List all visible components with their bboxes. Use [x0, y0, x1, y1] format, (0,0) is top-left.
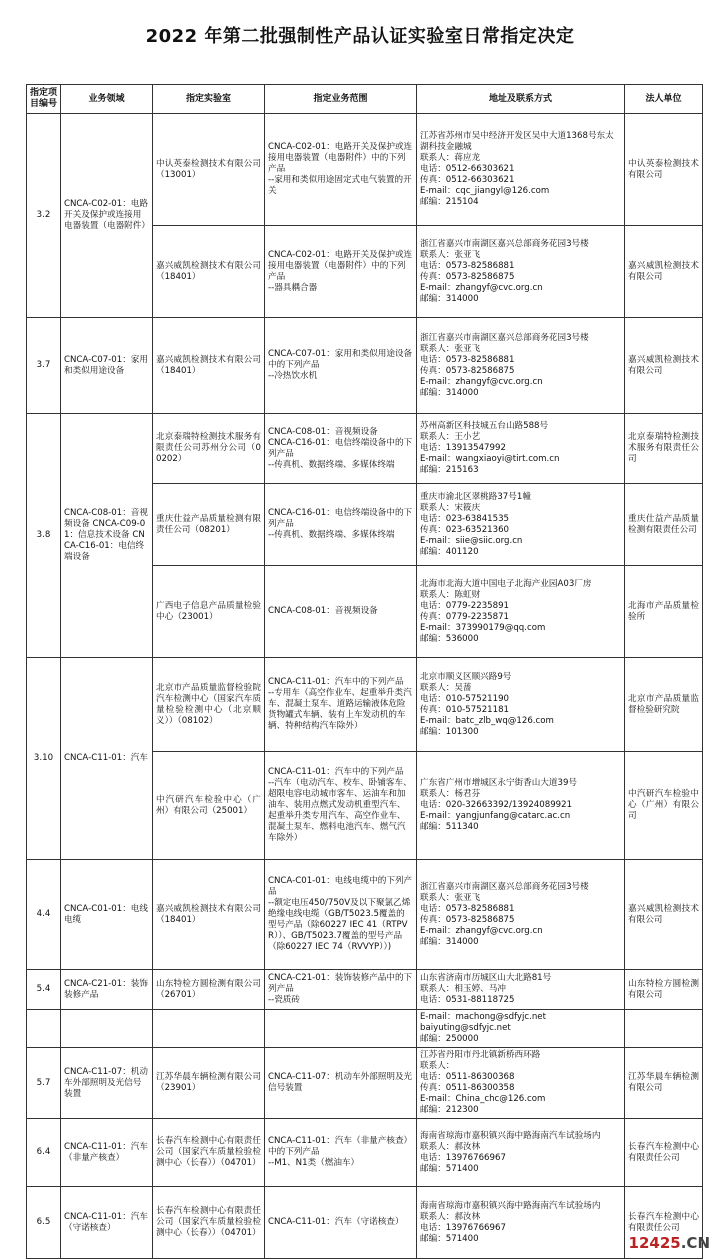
- address-line: 联系人：张亚飞: [420, 249, 481, 260]
- scope-line: --冷热饮水机: [268, 371, 318, 381]
- scope-cell: [265, 752, 417, 860]
- scope-cell: [265, 318, 417, 414]
- address-line: 联系人：陈虹财: [420, 589, 481, 600]
- lab-cell: 山东特检方圆检测有限公司（26701）: [153, 970, 265, 1010]
- address-line: 传真：0573-82586875: [420, 365, 515, 376]
- business-domain-cell: CNCA-C07-01：家用和类似用途设备: [61, 318, 153, 414]
- scope-line: --汽车（电动汽车、校车、卧铺客车、超限电容电动城市客车、运油车和加油车、装用点燃式发动机重型汽车、起重举升类专用汽车、高空作业车、混凝土泵车、燃料电池汽车、燃气汽车除外）: [268, 778, 412, 843]
- address-line: E-mail：373990179@qq.com: [420, 622, 546, 633]
- scope-line: --传真机、数据终端、多媒体终端: [268, 459, 395, 470]
- address-line: 邮编：571400: [420, 1163, 479, 1174]
- table-row: [27, 114, 703, 226]
- address-line: E-mail：machong@sdfyjc.net: [420, 1012, 546, 1022]
- scope-line: CNCA-C11-07：机动车外部照明及光信号装置: [268, 1072, 413, 1093]
- table-row: [27, 1119, 703, 1187]
- address-line: 广东省广州市增城区永宁街香山大道39号: [420, 778, 578, 788]
- address-cell: [417, 414, 625, 484]
- address-cell: [417, 860, 625, 970]
- address-line: 联系人：张亚飞: [420, 892, 481, 903]
- address-line: E-mail：cqc_jiangyl@126.com: [420, 186, 550, 196]
- address-line: 北京市顺义区顺兴路9号: [420, 671, 512, 682]
- scope-line: CNCA-C11-01：汽车（非量产核查）中的下列产品: [268, 1136, 413, 1157]
- address-cell: [417, 226, 625, 318]
- address-line: 邮编：250000: [420, 1034, 479, 1044]
- lab-cell: 嘉兴威凯检测技术有限公司（18401）: [153, 318, 265, 414]
- scope-line: --器具耦合器: [268, 282, 318, 293]
- scope-cell: [265, 860, 417, 970]
- legal-entity-cell: [625, 1010, 703, 1048]
- address-line: 邮编：571400: [420, 1233, 479, 1244]
- scope-cell: [265, 970, 417, 1010]
- legal-entity-cell: 北京泰瑞特检测技术服务有限责任公司: [625, 414, 703, 484]
- address-line: 海南省琼海市嘉积镇兴海中路海南汽车试验场内: [420, 1200, 601, 1211]
- header-lab: 指定实验室: [153, 85, 265, 114]
- scope-cell: [265, 226, 417, 318]
- scope-cell: [265, 658, 417, 752]
- lab-cell: 嘉兴威凯检测技术有限公司（18401）: [153, 226, 265, 318]
- address-cell: [417, 1119, 625, 1187]
- address-cell: [417, 970, 625, 1010]
- address-line: E-mail：wangxiaoyi@tirt.com.cn: [420, 454, 560, 464]
- address-line: 电话：010-57521190: [420, 693, 510, 704]
- item-number-cell: 4.4: [27, 860, 61, 970]
- site-watermark: 12425.CN: [628, 1234, 710, 1252]
- address-cell: [417, 658, 625, 752]
- address-line: 浙江省嘉兴市南湖区嘉兴总部商务花园3号楼: [420, 238, 589, 249]
- scope-line: CNCA-C02-01：电路开关及保护或连接用电器装置（电器附件）中的下列产品: [268, 142, 413, 174]
- address-line: 电话：023-63841535: [420, 513, 510, 524]
- scope-line: CNCA-C16-01：电信终端设备中的下列产品: [268, 437, 413, 459]
- lab-cell: 广西电子信息产品质量检验中心（23001）: [153, 566, 265, 658]
- address-line: 邮编：401120: [420, 546, 479, 557]
- address-cell: [417, 318, 625, 414]
- address-line: 邮编：314000: [420, 936, 479, 947]
- address-line: E-mail：batc_zlb_wq@126.com: [420, 715, 554, 726]
- lab-cell: 北京泰瑞特检测技术服务有限责任公司苏州分公司（00202）: [153, 414, 265, 484]
- scope-line: CNCA-C08-01：音视频设备: [268, 426, 378, 437]
- scope-cell: [265, 566, 417, 658]
- address-line: 传真：0511-86300358: [420, 1083, 515, 1093]
- lab-cell: 重庆仕益产品质量检测有限责任公司（08201）: [153, 484, 265, 566]
- address-line: 传真：010-57521181: [420, 704, 510, 715]
- address-cell: [417, 566, 625, 658]
- lab-cell: 中认英泰检测技术有限公司（13001）: [153, 114, 265, 226]
- scope-line: CNCA-C02-01：电路开关及保护或连接用电器装置（电器附件）中的下列产品: [268, 249, 413, 282]
- business-domain-cell: CNCA-C11-07：机动车外部照明及光信号装置: [61, 1048, 153, 1119]
- lab-cell: 长春汽车检测中心有限责任公司（国家汽车质量检验检测中心（长春））（04701）: [153, 1187, 265, 1259]
- table-row: [27, 658, 703, 752]
- scope-line: --额定电压450/750V及以下聚氯乙烯绝缘电线电缆（GB/T5023.5覆盖的型号产品（除60227 IEC 41（RTPVR））、GB/T5023.7覆盖的型号产品（除60227 IEC 74（RVVYP））): [268, 898, 411, 952]
- scope-line: CNCA-C11-01：汽车中的下列产品: [268, 767, 404, 777]
- address-line: 联系人：相玉婷、马冲: [420, 984, 506, 994]
- table-row: [27, 1187, 703, 1259]
- address-cell: [417, 1187, 625, 1259]
- scope-cell: [265, 1048, 417, 1119]
- scope-line: CNCA-C11-01：汽车（守诺核查）: [268, 1217, 404, 1227]
- scope-line: --M1、N1类（燃油车）: [268, 1158, 360, 1168]
- item-number-cell: 3.10: [27, 658, 61, 860]
- address-line: 联系人：郝汝林: [420, 1211, 481, 1222]
- legal-entity-cell: 北京市产品质量监督检验研究院: [625, 658, 703, 752]
- header-domain: 业务领域: [61, 85, 153, 114]
- scope-line: CNCA-C07-01：家用和类似用途设备中的下列产品: [268, 349, 413, 370]
- business-domain-cell: CNCA-C02-01：电路开关及保护或连接用电器装置（电器附件）: [61, 114, 153, 318]
- legal-entity-cell: 重庆仕益产品质量检测有限责任公司: [625, 484, 703, 566]
- business-domain-cell: CNCA-C11-01：汽车: [61, 658, 153, 860]
- scope-cell: [265, 1119, 417, 1187]
- legal-entity-cell: 中汽研汽车检验中心（广州）有限公司: [625, 752, 703, 860]
- address-line: 重庆市渝北区翠桃路37号1幢: [420, 491, 531, 502]
- address-line: 联系人：宋筱庆: [420, 502, 481, 513]
- business-domain-cell: CNCA-C21-01：装饰装修产品: [61, 970, 153, 1010]
- address-line: 邮编：212300: [420, 1105, 479, 1115]
- scope-line: CNCA-C21-01：装饰装修产品中的下列产品: [268, 973, 413, 994]
- scope-line: --传真机、数据终端、多媒体终端: [268, 530, 395, 540]
- business-domain-cell: [61, 1010, 153, 1048]
- page-title: 2022 年第二批强制性产品认证实验室日常指定决定: [145, 26, 575, 47]
- address-line: 邮编：101300: [420, 726, 479, 737]
- address-line: 江苏省苏州市吴中经济开发区吴中大道1368号东太湖科技金融城: [420, 131, 614, 152]
- address-line: 邮编：511340: [420, 822, 479, 832]
- scope-cell: [265, 414, 417, 484]
- item-number-cell: 3.7: [27, 318, 61, 414]
- business-domain-cell: CNCA-C11-01：汽车（守诺核查）: [61, 1187, 153, 1259]
- item-number-cell: 3.2: [27, 114, 61, 318]
- address-line: 传真：0573-82586875: [420, 914, 515, 925]
- business-domain-cell: CNCA-C08-01：音视频设备 CNCA-C09-01：信息技术设备 CNCA-C16-01：电信终端设备: [61, 414, 153, 658]
- address-line: baiyuting@sdfyjc.net: [420, 1023, 511, 1033]
- address-line: 电话：13976766967: [420, 1222, 506, 1233]
- table-header-row: [27, 85, 703, 114]
- address-line: 苏州高新区科技城五台山路588号: [420, 421, 549, 431]
- scope-line: CNCA-C11-01：汽车中的下列产品: [268, 677, 404, 687]
- address-line: E-mail：zhangyf@cvc.org.cn: [420, 376, 543, 387]
- address-line: 电话：0512-66303621: [420, 164, 515, 174]
- address-line: 邮编：314000: [420, 387, 479, 398]
- header-owner: 法人单位: [625, 85, 703, 114]
- scope-line: CNCA-C08-01：音视频设备: [268, 606, 378, 616]
- scope-line: --家用和类似用途固定式电气装置的开关: [268, 175, 412, 196]
- legal-entity-cell: 长春汽车检测中心有限责任公司: [625, 1119, 703, 1187]
- scope-cell: [265, 114, 417, 226]
- address-line: 邮编：215104: [420, 197, 479, 207]
- address-line: 电话：13913547992: [420, 443, 506, 453]
- designation-table: [26, 84, 703, 1259]
- legal-entity-cell: 江苏华晨车辆检测有限公司: [625, 1048, 703, 1119]
- scope-line: CNCA-C01-01：电线电缆中的下列产品: [268, 876, 413, 897]
- legal-entity-cell: 山东特检方圆检测有限公司: [625, 970, 703, 1010]
- address-line: 电话：0531-88118725: [420, 995, 515, 1005]
- address-line: E-mail：siie@siic.org.cn: [420, 535, 523, 546]
- lab-cell: 北京市产品质量监督检验院汽车检测中心（国家汽车质量检验检测中心（北京顺义））（08102）: [153, 658, 265, 752]
- address-line: 北海市北海大道中国电子北海产业园A03厂房: [420, 578, 592, 589]
- address-line: E-mail：zhangyf@cvc.org.cn: [420, 925, 543, 936]
- address-line: E-mail：China_chc@126.com: [420, 1094, 546, 1104]
- lab-cell: 中汽研汽车检验中心（广州）有限公司（25001）: [153, 752, 265, 860]
- address-line: 邮编：536000: [420, 633, 479, 644]
- address-line: 联系人：郝汝林: [420, 1141, 481, 1152]
- address-line: 联系人：蒋应龙: [420, 153, 481, 163]
- item-number-cell: 6.4: [27, 1119, 61, 1187]
- scope-line: --专用车（高空作业车、起重举升类汽车、混凝土泵车、道路运输液体危险货物罐式车辆、装有上车发动机的车辆、特种结构汽车除外）: [268, 688, 412, 731]
- legal-entity-cell: 嘉兴威凯检测技术有限公司: [625, 318, 703, 414]
- business-domain-cell: CNCA-C11-01：汽车（非量产核查）: [61, 1119, 153, 1187]
- address-line: 传真：0512-66303621: [420, 175, 515, 185]
- scope-cell: [265, 1010, 417, 1048]
- address-line: 电话：0573-82586881: [420, 903, 515, 914]
- header-id: 指定项目编号: [27, 85, 61, 114]
- legal-entity-cell: 中认英泰检测技术有限公司: [625, 114, 703, 226]
- table-row: [27, 414, 703, 484]
- address-line: 联系人：张亚飞: [420, 343, 481, 354]
- address-cell: [417, 752, 625, 860]
- address-line: 联系人：: [420, 1061, 455, 1071]
- address-line: 联系人：吴蔷: [420, 682, 472, 693]
- address-line: 邮编：215163: [420, 465, 479, 475]
- address-line: 江苏省丹阳市丹北镇新桥西环路: [420, 1050, 541, 1060]
- address-line: 联系人：王小艺: [420, 432, 481, 442]
- address-line: 电话：0511-86300368: [420, 1072, 515, 1082]
- scope-line: --瓷质砖: [268, 995, 300, 1005]
- address-line: 浙江省嘉兴市南湖区嘉兴总部商务花园3号楼: [420, 332, 589, 343]
- table-row: [27, 860, 703, 970]
- item-number-cell: 5.4: [27, 970, 61, 1010]
- header-address: 地址及联系方式: [417, 85, 625, 114]
- lab-cell: 嘉兴威凯检测技术有限公司（18401）: [153, 860, 265, 970]
- address-cell: [417, 1010, 625, 1048]
- lab-cell: [153, 1010, 265, 1048]
- address-line: 传真：0573-82586875: [420, 271, 515, 282]
- legal-entity-cell: 长春汽车检测中心有限责任公司: [625, 1187, 703, 1259]
- legal-entity-cell: 嘉兴威凯检测技术有限公司: [625, 860, 703, 970]
- address-line: 浙江省嘉兴市南湖区嘉兴总部商务花园3号楼: [420, 881, 589, 892]
- address-line: 联系人：杨君芬: [420, 789, 481, 799]
- item-number-cell: 3.8: [27, 414, 61, 658]
- lab-cell: 长春汽车检测中心有限责任公司（国家汽车质量检验检测中心（长春））（04701）: [153, 1119, 265, 1187]
- address-line: 传真：023-63521360: [420, 524, 510, 535]
- address-line: 电话：0573-82586881: [420, 354, 515, 365]
- scope-line: CNCA-C16-01：电信终端设备中的下列产品: [268, 508, 413, 529]
- address-line: 电话：0573-82586881: [420, 260, 515, 271]
- address-cell: [417, 114, 625, 226]
- item-number-cell: 5.7: [27, 1048, 61, 1119]
- address-line: 电话：020-32663392/13924089921: [420, 800, 573, 810]
- table-row: [27, 1010, 703, 1048]
- legal-entity-cell: 嘉兴威凯检测技术有限公司: [625, 226, 703, 318]
- table-row: [27, 318, 703, 414]
- address-line: 海南省琼海市嘉积镇兴海中路海南汽车试验场内: [420, 1130, 601, 1141]
- table-row: [27, 970, 703, 1010]
- item-number-cell: [27, 1010, 61, 1048]
- address-line: 邮编：314000: [420, 293, 479, 304]
- item-number-cell: 6.5: [27, 1187, 61, 1259]
- address-line: E-mail：zhangyf@cvc.org.cn: [420, 282, 543, 293]
- address-line: 山东省济南市历城区山大北路81号: [420, 973, 552, 983]
- table-row: [27, 1048, 703, 1119]
- address-line: 传真：0779-2235871: [420, 611, 510, 622]
- scope-cell: [265, 1187, 417, 1259]
- legal-entity-cell: 北海市产品质量检验所: [625, 566, 703, 658]
- address-cell: [417, 484, 625, 566]
- header-scope: 指定业务范围: [265, 85, 417, 114]
- lab-cell: 江苏华晨车辆检测有限公司（23901）: [153, 1048, 265, 1119]
- scope-cell: [265, 484, 417, 566]
- business-domain-cell: CNCA-C01-01：电线电缆: [61, 860, 153, 970]
- address-cell: [417, 1048, 625, 1119]
- address-line: 电话：0779-2235891: [420, 600, 510, 611]
- address-line: E-mail：yangjunfang@catarc.ac.cn: [420, 811, 571, 821]
- address-line: 电话：13976766967: [420, 1152, 506, 1163]
